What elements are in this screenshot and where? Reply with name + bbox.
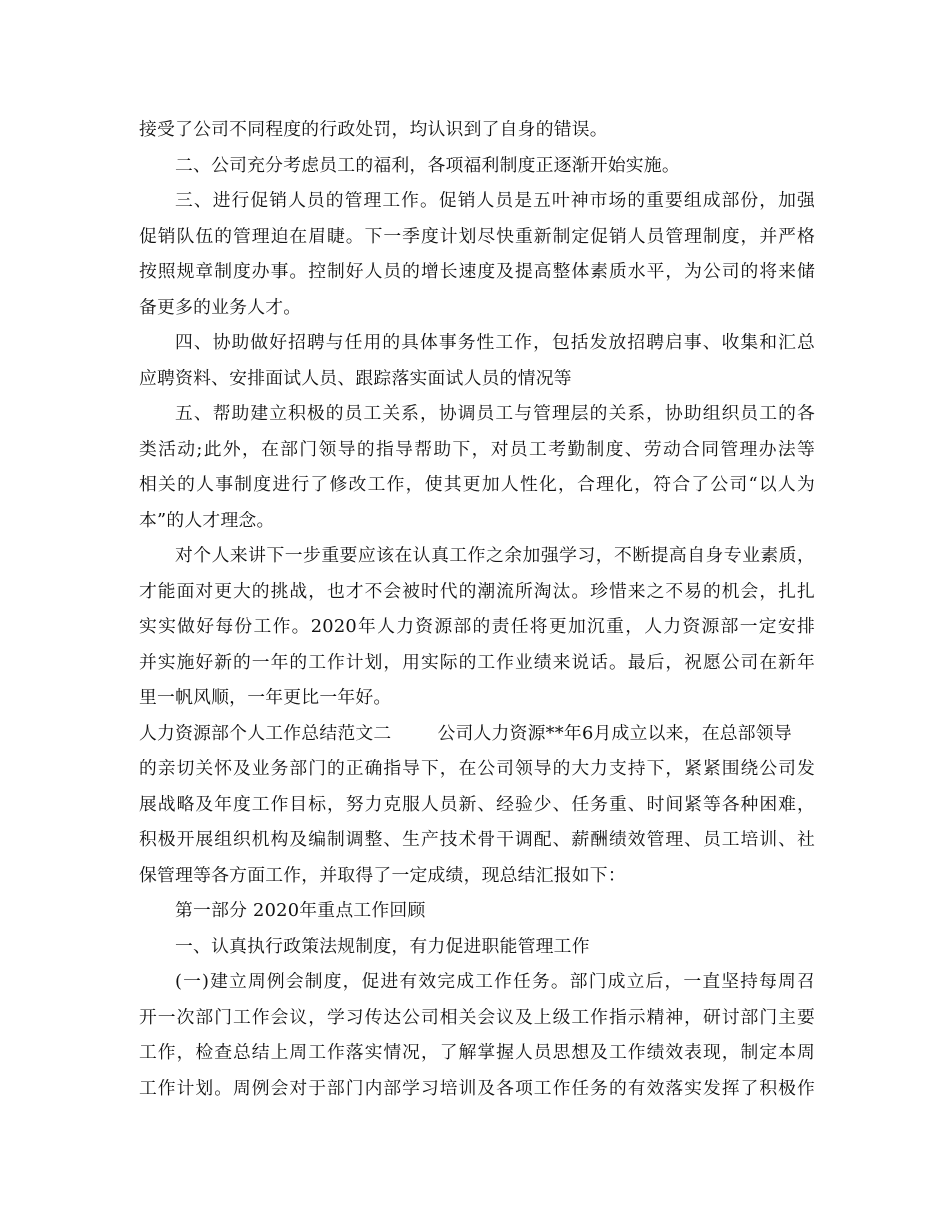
text-line: 才能面对更大的挑战，也才不会被时代的潮流所淘汰。珍惜来之不易的机会，扎扎 [139,580,815,602]
text-line: 第一部分 2020年重点工作回顾 [175,900,426,921]
text-line: 工作计划。周例会对于部门内部学习培训及各项工作任务的有效落实发挥了积极作 [139,1077,815,1099]
text-line: 三、进行促销人员的管理工作。促销人员是五叶神市场的重要组成部份，加强 [175,190,815,211]
text-line: 促销队伍的管理迫在眉睫。下一季度计划尽快重新制定促销人员管理制度，并严格 [139,225,815,247]
text-line: 应聘资料、安排面试人员、跟踪落实面试人员的情况等 [139,367,572,389]
section-heading-line [139,716,815,752]
text-line: 工作，检查总结上周工作落实情况，了解掌握人员思想及工作绩效表现，制定本周 [139,1042,815,1063]
section-title: 人力资源部个人工作总结范文二 [139,722,392,744]
text-line: 相关的人事制度进行了修改工作，使其更加人性化，合理化，符合了公司“以人为 [139,474,815,495]
section-intro-text: 公司人力资源**年6月成立以来，在总部领导 [437,722,792,744]
text-line: (一)建立周例会制度，促进有效完成工作任务。部门成立后，一直坚持每周召 [175,971,815,992]
text-line: 按照规章制度办事。控制好人员的增长速度及提高整体素质水平，为公司的将来储 [139,261,815,282]
text-line: 积极开展组织机构及编制调整、生产技术骨干调配、薪酬绩效管理、员工培训、社 [139,829,815,850]
text-line: 四、协助做好招聘与任用的具体事务性工作，包括发放招聘启事、收集和汇总 [175,332,815,353]
text-line: 实实做好每份工作。2020年人力资源部的责任将更加沉重，人力资源部一定安排 [139,616,815,637]
text-line: 展战略及年度工作目标，努力克服人员新、经验少、任务重、时间紧等各种困难， [139,793,815,815]
text-line: 里一帆风顺，一年更比一年好。 [139,687,392,708]
text-line: 备更多的业务人才。 [139,296,302,318]
text-line: 保管理等各方面工作，并取得了一定成绩，现总结汇报如下： [139,864,626,886]
text-line: 开一次部门工作会议，学习传达公司相关会议及上级工作指示精神，研讨部门主要 [139,1006,815,1028]
text-line: 类活动;此外，在部门领导的指导帮助下，对员工考勤制度、劳动合同管理办法等 [139,438,815,460]
text-line: 接受了公司不同程度的行政处罚，均认识到了自身的错误。 [139,119,608,140]
text-line: 二、公司充分考虑员工的福利，各项福利制度正逐渐开始实施。 [175,154,680,176]
text-line: 并实施好新的一年的工作计划，用实际的工作业绩来说话。最后，祝愿公司在新年 [139,651,815,673]
text-line: 对个人来讲下一步重要应该在认真工作之余加强学习，不断提高自身专业素质， [175,545,815,566]
text-line: 五、帮助建立积极的员工关系，协调员工与管理层的关系，协助组织员工的各 [175,403,815,424]
text-line: 的亲切关怀及业务部门的正确指导下，在公司领导的大力支持下，紧紧围绕公司发 [139,758,815,779]
text-line: 一、认真执行政策法规制度，有力促进职能管理工作 [175,935,590,957]
document-body [139,112,815,1106]
text-line: 本”的人才理念。 [139,509,275,531]
